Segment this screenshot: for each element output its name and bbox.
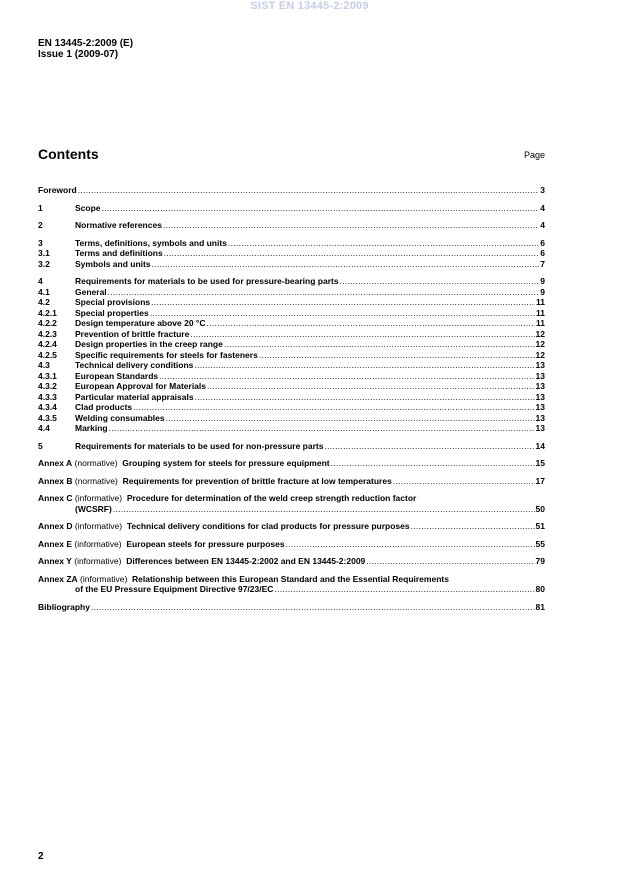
toc-leader (195, 392, 535, 403)
toc-entry-4-2-2[interactable] (38, 318, 545, 329)
toc-entry-1[interactable] (38, 203, 545, 214)
toc-page: 55 (535, 538, 545, 549)
toc-page: 9 (540, 276, 545, 286)
toc-leader (164, 248, 540, 259)
toc-title: Grouping system for steels for pressure equipment (122, 458, 330, 468)
toc-number: 4.2 (38, 297, 50, 307)
toc-page: 4 (540, 202, 545, 213)
toc-title: Particular material appraisals (75, 391, 194, 402)
toc-entry-4-2-4[interactable] (38, 339, 545, 350)
toc-title: Specific requirements for steels for fasteners (75, 349, 258, 360)
toc-title: Special properties (75, 307, 149, 318)
toc-entry-foreword[interactable] (38, 185, 545, 196)
toc-leader (286, 539, 535, 550)
toc-page: 13 (535, 381, 545, 391)
toc-entry-4-3-3[interactable] (38, 392, 545, 403)
annex-type: (informative) (74, 538, 122, 549)
toc-page: 13 (535, 402, 545, 412)
toc-entry-annex-c[interactable] (38, 493, 545, 514)
toc-leader (366, 556, 534, 567)
annex-type: (informative) (74, 521, 123, 531)
toc-entry-4-3-2[interactable] (38, 381, 545, 392)
toc-page: 50 (535, 503, 545, 514)
annex-label: Annex A (38, 458, 73, 468)
toc-page: 13 (535, 423, 545, 433)
annex-label: Annex B (38, 475, 73, 486)
toc-number: 4.3.4 (38, 402, 57, 412)
toc-leader (411, 521, 535, 532)
toc-leader (259, 350, 535, 361)
annex-type: (informative) (74, 556, 122, 566)
contents-title: Contents (38, 146, 99, 162)
toc-title: Marking (75, 423, 108, 433)
toc-entry-4-3[interactable] (38, 360, 545, 371)
annex-label: Annex E (38, 538, 73, 549)
toc-number: 3 (38, 237, 43, 248)
toc-entry-4-3-1[interactable] (38, 371, 545, 382)
toc-entry-5[interactable] (38, 441, 545, 452)
toc-title: Normative references (75, 220, 162, 230)
toc-page: 3 (540, 185, 545, 195)
table-of-contents (38, 185, 545, 612)
toc-title: Technical delivery conditions for clad products for pressure purposes (126, 521, 410, 531)
toc-number: 4.4 (38, 423, 50, 433)
toc-title: Welding consumables (75, 412, 165, 423)
toc-title: Requirements for materials to be used for non-pressure parts (75, 440, 324, 451)
toc-page: 13 (535, 370, 545, 381)
toc-title: Design temperature above 20 °C (75, 318, 206, 328)
toc-entry-annex-y[interactable] (38, 556, 545, 567)
toc-title: European Approval for Materials (75, 381, 206, 391)
toc-leader (274, 584, 534, 595)
annex-label: Annex C (38, 493, 73, 503)
toc-entry-3-1[interactable] (38, 248, 545, 259)
toc-title: Prevention of brittle fracture (75, 328, 190, 339)
toc-page: 4 (540, 220, 545, 230)
annex-label: Annex ZA (38, 573, 78, 584)
toc-title: Symbols and units (75, 258, 151, 269)
toc-leader (113, 504, 535, 515)
toc-title: Requirements for materials to be used for pressure-bearing parts (75, 276, 339, 286)
toc-leader (331, 458, 535, 469)
toc-page: 9 (540, 286, 545, 297)
toc-number: 2 (38, 220, 43, 230)
toc-entry-2[interactable] (38, 220, 545, 231)
toc-page: 7 (540, 258, 545, 269)
toc-page: 6 (540, 248, 545, 258)
toc-title: Scope (75, 202, 101, 213)
toc-number: 4.2.2 (38, 318, 57, 328)
toc-page: 6 (540, 237, 545, 248)
toc-title-continued: of the EU Pressure Equipment Directive 97/23/EC (75, 584, 274, 594)
toc-number: 4.3.5 (38, 412, 57, 423)
toc-title: Design properties in the creep range (75, 339, 223, 349)
toc-entry-4[interactable] (38, 276, 545, 287)
toc-title: Clad products (75, 402, 133, 412)
toc-leader (109, 423, 535, 434)
toc-page: 12 (535, 349, 545, 360)
toc-leader (152, 259, 540, 270)
toc-title-continued: (WCSRF) (75, 503, 112, 514)
toc-entry-3-2[interactable] (38, 259, 545, 270)
toc-leader (340, 276, 540, 287)
toc-entry-annex-a[interactable] (38, 458, 545, 469)
toc-leader (150, 308, 535, 319)
toc-title: European Standards (75, 370, 159, 381)
toc-entry-4-2[interactable] (38, 297, 545, 308)
toc-number: 4.3.3 (38, 391, 57, 402)
toc-page: 12 (535, 339, 545, 349)
annex-label: Annex D (38, 521, 73, 531)
toc-number: 4.2.5 (38, 349, 57, 360)
toc-title: Terms and definitions (75, 248, 163, 258)
toc-leader (163, 220, 539, 231)
document-issue: Issue 1 (2009-07) (38, 49, 119, 60)
toc-entry-annex-e[interactable] (38, 539, 545, 550)
toc-leader (324, 441, 534, 452)
document-header (38, 38, 133, 60)
toc-leader (133, 402, 534, 413)
toc-number: 4.3.2 (38, 381, 57, 391)
toc-leader (102, 203, 540, 214)
toc-title: Bibliography (38, 601, 90, 612)
toc-entry-annex-b[interactable] (38, 476, 545, 487)
toc-leader (206, 318, 535, 329)
toc-number: 3.2 (38, 258, 50, 269)
document-id: EN 13445-2:2009 (E) (38, 38, 134, 49)
toc-title: Requirements for prevention of brittle fracture at low temperatures (122, 475, 392, 486)
toc-leader (166, 413, 535, 424)
toc-leader (151, 297, 535, 308)
toc-leader (108, 287, 540, 298)
toc-entry-annex-d[interactable] (38, 521, 545, 532)
toc-page: 81 (535, 601, 545, 612)
toc-number: 1 (38, 202, 43, 213)
toc-leader (78, 185, 540, 196)
toc-number: 4 (38, 276, 43, 286)
toc-page: 11 (536, 297, 545, 307)
toc-entry-4-2-5[interactable] (38, 350, 545, 361)
toc-page: 13 (535, 391, 545, 402)
toc-entry-3[interactable] (38, 238, 545, 249)
toc-number: 3.1 (38, 248, 50, 258)
toc-number: 4.1 (38, 286, 50, 297)
toc-page: 17 (535, 475, 545, 486)
toc-title: Special provisions (75, 297, 151, 307)
toc-entry-4-2-3[interactable] (38, 329, 545, 340)
annex-type: (normative) (74, 475, 118, 486)
toc-page: 15 (535, 458, 545, 468)
toc-leader (159, 371, 534, 382)
toc-title: Differences between EN 13445-2:2002 and EN 13445-2:2009 (126, 556, 366, 566)
toc-number: 4.3.1 (38, 370, 57, 381)
toc-number: 5 (38, 440, 43, 451)
toc-entry-4-4[interactable] (38, 423, 545, 434)
annex-type: (informative) (80, 573, 128, 584)
annex-label: Annex Y (38, 556, 72, 566)
toc-page: 51 (535, 521, 545, 531)
toc-title: Terms, definitions, symbols and units (75, 237, 227, 248)
toc-entry-4-3-5[interactable] (38, 413, 545, 424)
toc-title: Procedure for determination of the weld creep strength reduction factor (126, 493, 417, 503)
toc-page: 13 (535, 412, 545, 423)
toc-page: 12 (535, 328, 545, 339)
annex-type: (normative) (74, 458, 118, 468)
toc-number: 4.2.1 (38, 307, 57, 318)
toc-leader (228, 238, 539, 249)
toc-title: Technical delivery conditions (75, 360, 194, 370)
annex-type: (informative) (74, 493, 123, 503)
toc-number: 4.2.3 (38, 328, 57, 339)
toc-page: 11 (536, 318, 545, 328)
page-column-label: Page (523, 150, 545, 160)
toc-title: Foreword (38, 185, 77, 195)
toc-page: 79 (535, 556, 545, 566)
toc-leader (190, 329, 534, 340)
toc-title: General (75, 286, 107, 297)
toc-entry-4-2-1[interactable] (38, 308, 545, 319)
toc-leader (194, 360, 534, 371)
watermark: SIST EN 13445-2:2009 (250, 0, 369, 12)
toc-page: 14 (535, 440, 545, 451)
toc-number: 4.2.4 (38, 339, 57, 349)
toc-leader (91, 602, 535, 613)
toc-number: 4.3 (38, 360, 50, 370)
toc-leader (207, 381, 535, 392)
page-number: 2 (38, 851, 44, 862)
toc-leader (393, 476, 535, 487)
toc-entry-annex-za[interactable] (38, 574, 545, 595)
toc-page: 11 (536, 307, 545, 318)
toc-leader (224, 339, 535, 350)
toc-entry-4-1[interactable] (38, 287, 545, 298)
toc-page: 13 (535, 360, 545, 370)
toc-title: European steels for pressure purposes (126, 538, 285, 549)
toc-page: 80 (535, 584, 545, 594)
toc-entry-bibliography[interactable] (38, 602, 545, 613)
toc-title: Relationship between this European Standard and the Essential Requirements (132, 573, 449, 584)
toc-entry-4-3-4[interactable] (38, 402, 545, 413)
